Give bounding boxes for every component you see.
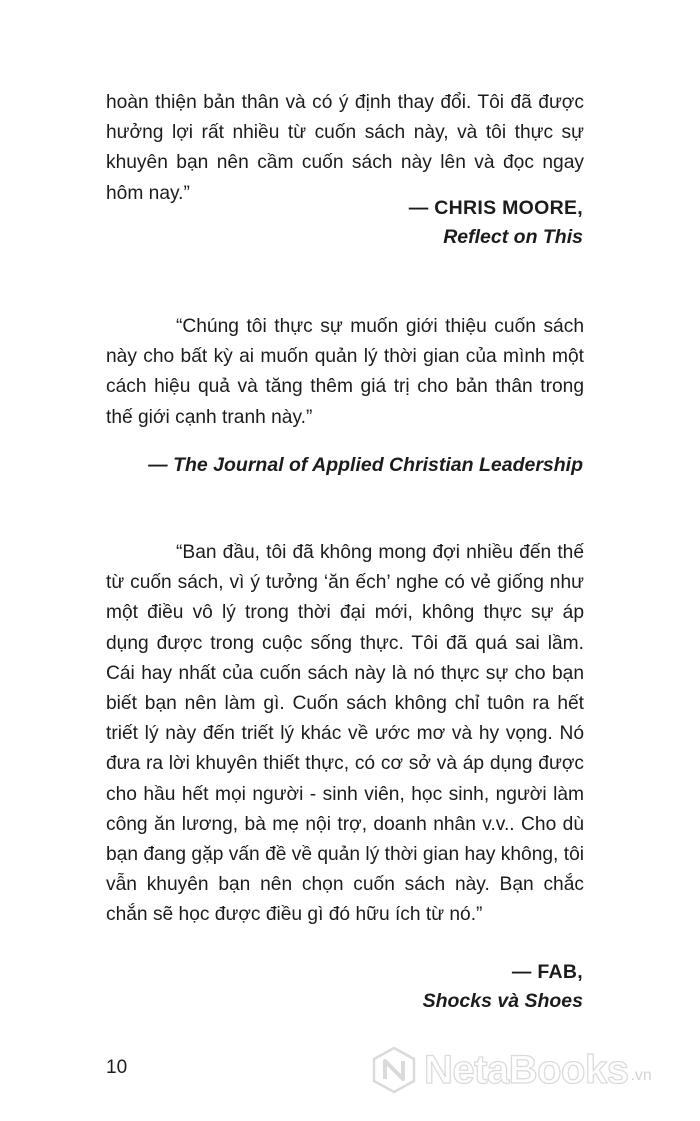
- watermark-brand: NetaBooks: [424, 1047, 629, 1092]
- page-number: 10: [106, 1057, 128, 1078]
- watermark-suffix: .vn: [630, 1067, 652, 1084]
- quote-2-attribution: [148, 451, 583, 480]
- quote-3-text: “Ban đầu, tôi đã không mong đợi nhiều đến thế từ cuốn sách, vì ý tưởng ‘ăn ếch’ nghe có vẻ giống như một điều vô lý trong thời đại mới, không thực sự áp dụng được trong cuộc sống thực. Tôi đã quá sai lầm. Cái hay nhất của cuốn sách này là nó thực sự cho bạn biết bạn nên làm gì. Cuốn sách không chỉ tuôn ra hết triết lý này đến triết lý khác về ước mơ và hy vọng. Nó đưa ra lời khuyên thiết thực, có cơ sở và áp dụng được cho hầu hết mọi người - sinh viên, học sinh, người làm công ăn lương, bà mẹ nội trợ, doanh nhân v.v.. Cho dù bạn đang gặp vấn đề về quản lý thời gian hay không, tôi vẫn khuyên bạn nên chọn cuốn sách này. Bạn chắc chắn sẽ học được điều gì đó hữu ích từ nó.”: [106, 542, 584, 926]
- quote-3-attribution: [423, 958, 583, 1016]
- quote-1-source: Reflect on This: [443, 226, 583, 248]
- quote-1-attribution: [409, 194, 583, 252]
- quote-2-source: — The Journal of Applied Christian Leadership: [148, 454, 583, 476]
- netabooks-logo-icon: [370, 1046, 418, 1094]
- quote-2-text: “Chúng tôi thực sự muốn giới thiệu cuốn sách này cho bất kỳ ai muốn quản lý thời gian của mình một cách hiệu quả và tăng thêm giá trị cho bản thân trong thế giới cạnh tranh này.”: [106, 316, 584, 428]
- quote-1-text: hoàn thiện bản thân và có ý định thay đổi. Tôi đã được hưởng lợi rất nhiều từ cuốn sách này, và tôi thực sự khuyên bạn nên cầm cuốn sách này lên và đọc ngay hôm nay.”: [106, 92, 584, 204]
- quote-3-source: Shocks và Shoes: [422, 990, 583, 1012]
- quote-3-author: — FAB,: [511, 961, 583, 983]
- watermark: [370, 1046, 652, 1094]
- quote-1-author: — CHRIS MOORE,: [408, 197, 583, 219]
